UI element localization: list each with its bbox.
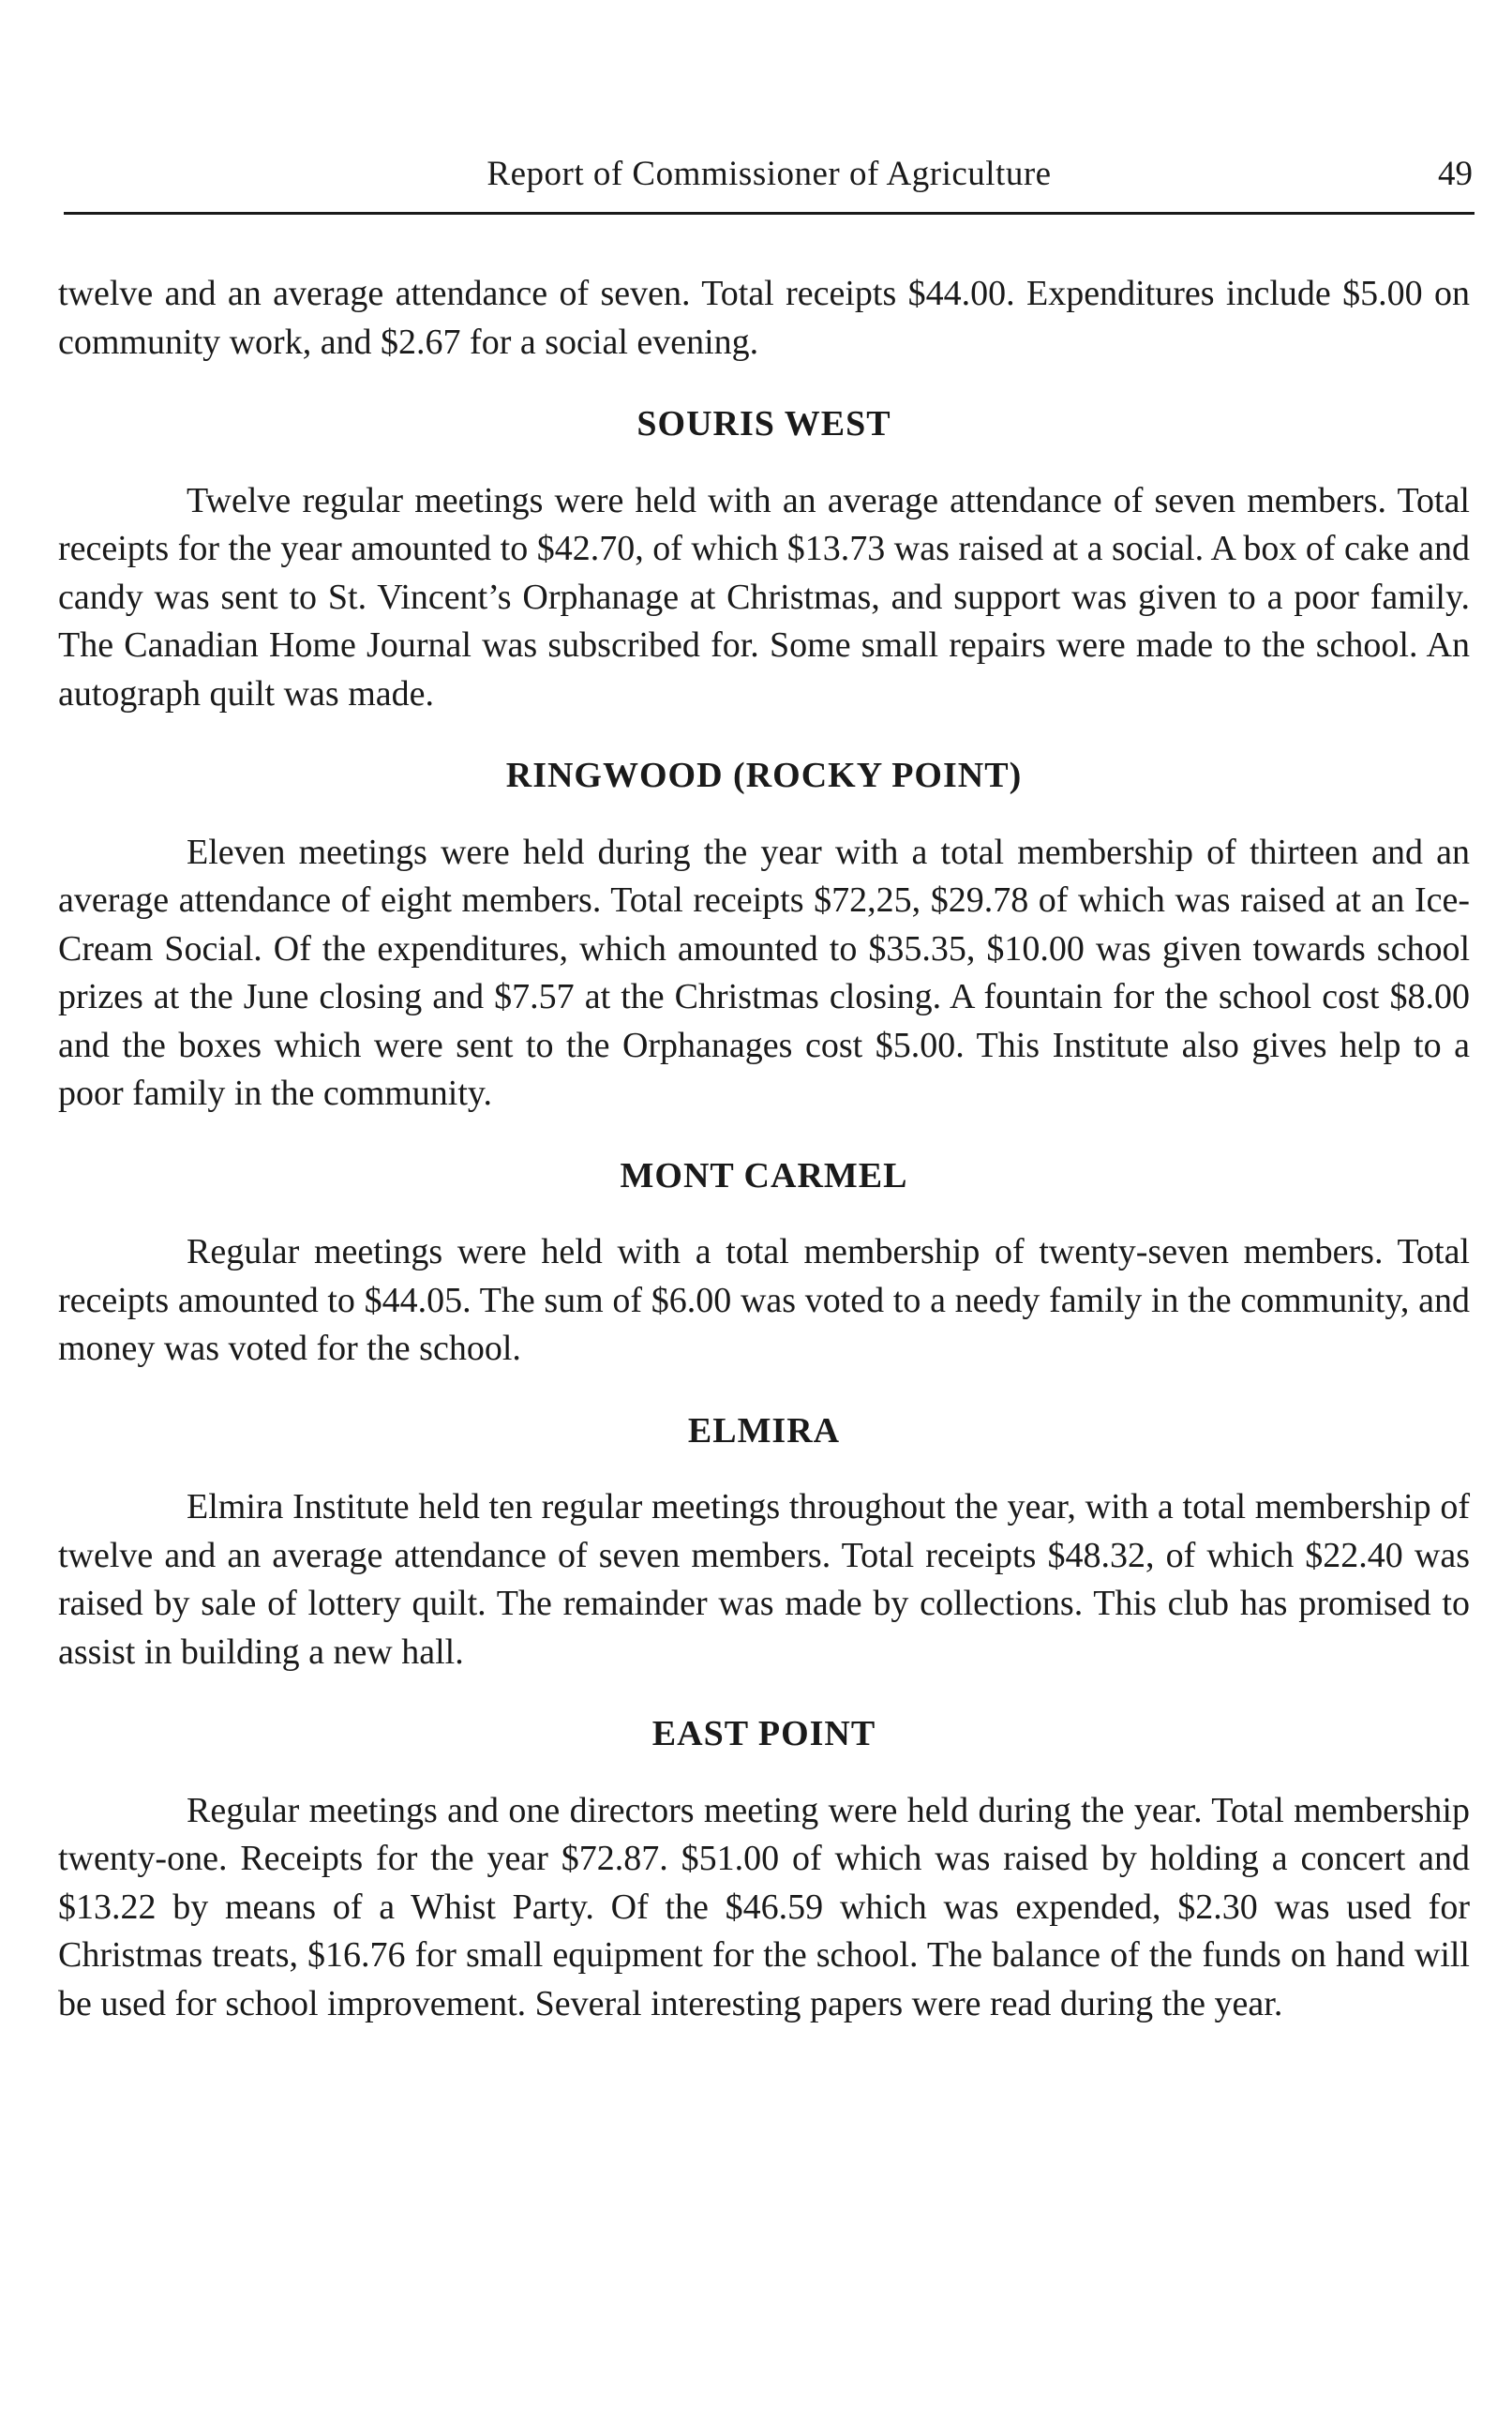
running-header	[64, 150, 1475, 215]
intro-paragraph: twelve and an average attendance of seven. Total receipts $44.00. Expenditures include $5.00 on community work, and $2.67 for a social evening.	[58, 274, 1470, 362]
section-heading-elmira: ELMIRA	[687, 1410, 841, 1451]
section-text-mont-carmel: Regular meetings were held with a total membership of twenty-seven members. Total receipts amounted to $44.05. The sum of $6.00 was voted to a needy family in the community, and money was voted for the school.	[58, 1232, 1470, 1368]
section-text-east-point: Regular meetings and one directors meeting were held during the year. Total membership twenty-one. Receipts for the year $72.87. $51.00 of which was raised by holding a concert and $13.22 by means of a Whist Party. Of the $46.59 which was expended, $2.30 was used for Christmas treats, $16.76 for small equipment for the school. The balance of the funds on hand will be used for school improvement. Several interesting papers were read during the year.	[58, 1790, 1470, 2023]
section-text-elmira: Elmira Institute held ten regular meetings throughout the year, with a total membership of twelve and an average attendance of seven members. Total receipts $48.32, of which $22.40 was raised by sale of lottery quilt. The remainder was made by collections. This club has promised to assist in building a new hall.	[58, 1487, 1470, 1672]
body-text	[58, 270, 1470, 2028]
section-text-ringwood: Eleven meetings were held during the year with a total membership of thirteen and an average attendance of eight members. Total receipts $72,25, $29.78 of which was raised at an Ice-Cream Social. Of the expenditures, which amounted to $35.35, $10.00 was given towards school prizes at the June closing and $7.57 at the Christmas closing. A fountain for the school cost $8.00 and the boxes which were sent to the Orphanages cost $5.00. This Institute also gives help to a poor family in the community.	[58, 832, 1470, 1113]
section-heading-east-point: EAST POINT	[651, 1714, 876, 1753]
section-heading-ringwood: RINGWOOD (ROCKY POINT)	[505, 756, 1023, 795]
section-heading-mont-carmel: MONT CARMEL	[620, 1155, 908, 1195]
section-text-souris-west: Twelve regular meetings were held with an average attendance of seven members. Total receipts for the year amounted to $42.70, of which $13.73 was raised at a social. A box of cake and candy was sent to St. Vincent’s Orphanage at Christmas, and support was given to a poor family. The Canadian Home Journal was subscribed for. Some small repairs were made to the school. An autograph quilt was made.	[58, 480, 1470, 714]
section-heading-souris-west: SOURIS WEST	[636, 404, 891, 444]
page-number: 49	[1438, 155, 1473, 193]
running-title: Report of Commissioner of Agriculture	[487, 155, 1052, 193]
